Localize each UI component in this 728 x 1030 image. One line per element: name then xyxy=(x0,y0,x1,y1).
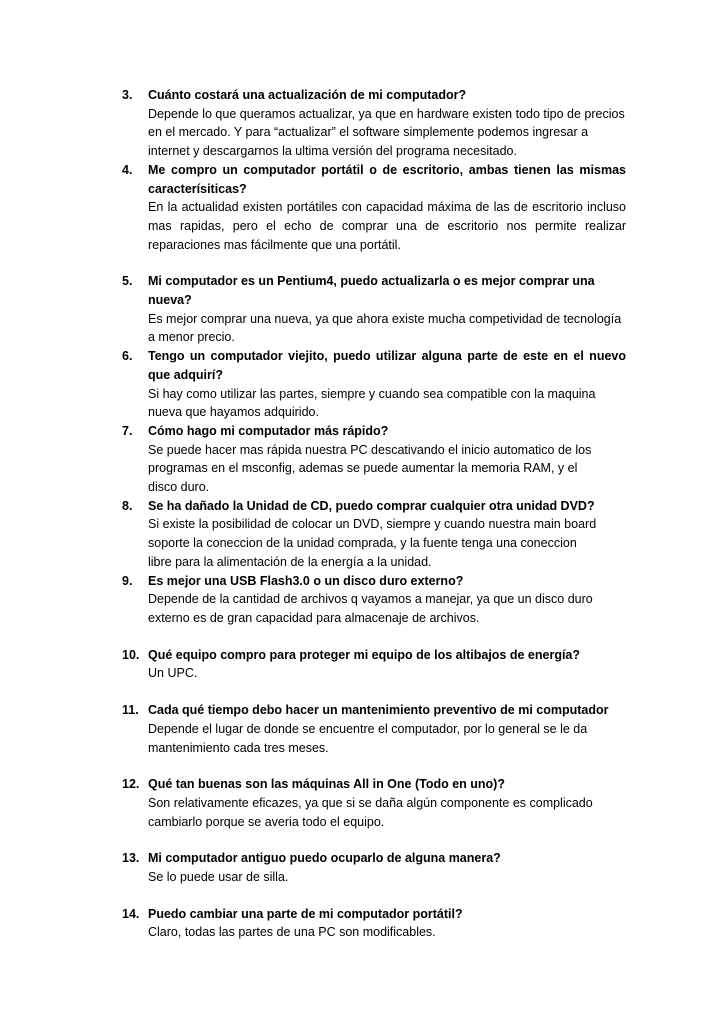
faq-question: Puedo cambiar una parte de mi computador portátil? xyxy=(148,906,463,921)
faq-question: Se ha dañado la Unidad de CD, puedo comprar cualquier otra unidad DVD? xyxy=(148,498,595,513)
faq-answer: Depende de la cantidad de archivos q vayamos a manejar, ya que un disco duro externo es de gran capacidad para almacenaje de archivos. xyxy=(148,592,593,625)
faq-answer: Es mejor comprar una nueva, ya que ahora existe mucha competividad de tecnología a menor precio. xyxy=(148,311,622,345)
faq-number: 9. xyxy=(122,573,133,588)
faq-item xyxy=(122,161,626,255)
faq-question: Mi computador antiguo puedo ocuparlo de alguna manera? xyxy=(148,851,501,866)
faq-item xyxy=(122,347,626,422)
faq-number: 14. xyxy=(122,906,140,921)
faq-number: 5. xyxy=(122,274,133,289)
faq-number: 4. xyxy=(122,162,133,177)
faq-item xyxy=(122,905,626,942)
faq-item xyxy=(122,272,626,347)
faq-number: 6. xyxy=(122,349,133,364)
faq-item xyxy=(122,497,626,572)
faq-answer: Claro, todas las partes de una PC son modificables. xyxy=(148,925,436,940)
faq-number: 11. xyxy=(122,703,139,718)
faq-number: 7. xyxy=(122,423,133,438)
faq-item xyxy=(122,572,626,628)
faq-item xyxy=(122,422,626,497)
faq-answer: En la actualidad existen portátiles con capacidad máxima de las de escritorio incluso mas rapidas, pero el echo de comprar una de escritorio nos permite realizar reparaciones mas fácilmente que una portátil. xyxy=(148,200,626,252)
faq-question: Cómo hago mi computador más rápido? xyxy=(148,423,389,438)
faq-answer: Depende lo que queramos actualizar, ya que en hardware existen todo tipo de precios en el mercado. Y para “actualizar” el software simplemente podemos ingresar a internet y descargarnos la ultima versión del programa necesitado. xyxy=(148,106,625,159)
faq-answer: Un UPC. xyxy=(148,666,198,681)
faq-question: Qué tan buenas son las máquinas All in One (Todo en uno)? xyxy=(148,777,505,792)
faq-question: Cada qué tiempo debo hacer un mantenimiento preventivo de mi computador xyxy=(148,703,609,718)
faq-question: Tengo un computador viejito, puedo utilizar alguna parte de este en el nuevo que adquirí? xyxy=(148,349,626,382)
faq-number: 3. xyxy=(122,88,133,102)
faq-question: Es mejor una USB Flash3.0 o un disco duro externo? xyxy=(148,573,464,588)
faq-question: Mi computador es un Pentium4, puedo actualizarla o es mejor comprar una nueva? xyxy=(148,274,595,308)
faq-item xyxy=(122,849,626,886)
faq-answer: Si hay como utilizar las partes, siempre y cuando sea compatible con la maquina nueva que hayamos adquirido. xyxy=(148,386,596,420)
faq-question: Me compro un computador portátil o de escritorio, ambas tienen las mismas caracterísiticas? xyxy=(148,162,626,196)
faq-answer: Depende el lugar de donde se encuentre el computador, por lo general se le da mantenimiento cada tres meses. xyxy=(148,721,588,755)
faq-item xyxy=(122,701,626,757)
faq-number: 8. xyxy=(122,498,133,513)
faq-answer: Si existe la posibilidad de colocar un DVD, siempre y cuando nuestra main board soporte la coneccion de la unidad comprada, y la fuente tenga una coneccion libre para la alimentación de la energía a la unidad. xyxy=(148,517,597,569)
faq-answer: Se lo puede usar de silla. xyxy=(148,870,289,885)
faq-item xyxy=(122,775,626,831)
faq-number: 10. xyxy=(122,647,140,662)
faq-list xyxy=(122,86,626,942)
faq-question: Qué equipo compro para proteger mi equipo de los altibajos de energía? xyxy=(148,647,581,662)
faq-question: Cuánto costará una actualización de mi computador? xyxy=(148,88,467,102)
faq-answer: Se puede hacer mas rápida nuestra PC descativando el inicio automatico de los programas en el msconfig, ademas se puede aumentar la memoria RAM, y el disco duro. xyxy=(148,442,592,495)
faq-answer: Son relativamente eficazes, ya que si se daña algún componente es complicado cambiarlo porque se averia todo el equipo. xyxy=(148,795,593,829)
faq-item xyxy=(122,86,626,161)
faq-number: 13. xyxy=(122,851,140,866)
faq-number: 12. xyxy=(122,777,140,792)
faq-item xyxy=(122,646,626,683)
